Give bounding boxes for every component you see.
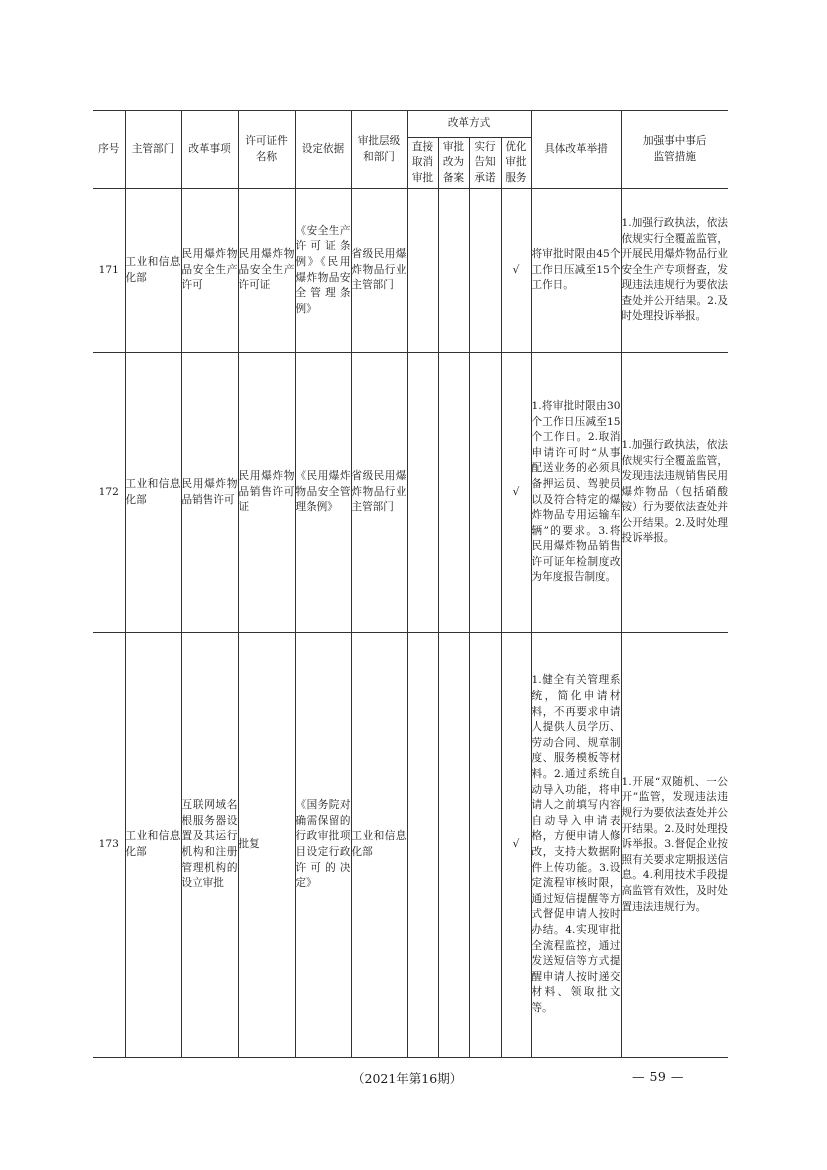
header-method-optimize: 优化 审批 服务 [501, 138, 531, 189]
header-method-cancel: 直接 取消 审批 [407, 138, 438, 189]
check-mark: √ [501, 189, 531, 353]
cell-measures: 1.健全有关管理系统，简化申请材料，不再要求申请人提供人员学历、劳动合同、规章制度、服务模板等材料。2.通过系统自动导入功能，将申请人之前填写内容自动导入申请表格，方便申请人修改，支持大数据附件上传功能。3.设定流程审核时限，通过短信提醒等方式督促申请人按时办结。4.实现审批全流程监控，通过发送短信等方式提醒申请人按时递交材料、领取批文等。 [531, 633, 621, 1058]
table-row [93, 353, 728, 633]
table-row [93, 633, 728, 1058]
cell-license: 民用爆炸物品销售许可证 [238, 353, 295, 633]
header-supervision: 加强事中事后 监管措施 [621, 111, 728, 189]
page-number: — 59 — [632, 1069, 684, 1084]
cell-method-filing [438, 633, 469, 1058]
cell-method-cancel [407, 633, 438, 1058]
header-method-commitment: 实行 告知 承诺 [469, 138, 501, 189]
cell-method-filing [438, 189, 469, 353]
cell-level: 工业和信息化部 [351, 633, 407, 1058]
header-measures: 具体改革举措 [531, 111, 621, 189]
header-basis: 设定依据 [295, 111, 351, 189]
cell-measures: 1.将审批时限由30个工作日压减至15个工作日。2.取消申请许可时“从事配送业务的必须具备押运员、驾驶员以及符合特定的爆炸物品专用运输车辆”的要求。3.将民用爆炸物品销售许可证年检制度改为年度报告制度。 [531, 353, 621, 633]
header-item: 改革事项 [181, 111, 238, 189]
header-dept: 主管部门 [125, 111, 181, 189]
header-method-group: 改革方式 [407, 111, 531, 138]
cell-seq: 173 [93, 633, 125, 1058]
cell-level: 省级民用爆炸物品行业主管部门 [351, 189, 407, 353]
cell-measures: 将审批时限由45个工作日压减至15个工作日。 [531, 189, 621, 353]
cell-item: 民用爆炸物品安全生产许可 [181, 189, 238, 353]
cell-basis: 《民用爆炸物品安全管理条例》 [295, 353, 351, 633]
cell-method-commitment [469, 189, 501, 353]
check-mark: √ [501, 633, 531, 1058]
header-method-filing: 审批 改为 备案 [438, 138, 469, 189]
cell-dept: 工业和信息化部 [125, 189, 181, 353]
cell-seq: 172 [93, 353, 125, 633]
check-mark: √ [501, 353, 531, 633]
cell-method-filing [438, 353, 469, 633]
cell-license: 民用爆炸物品安全生产许可证 [238, 189, 295, 353]
cell-seq: 171 [93, 189, 125, 353]
header-level: 审批层级 和部门 [351, 111, 407, 189]
cell-supervision: 1.加强行政执法，依法依规实行全覆盖监管，发现违法违规销售民用爆炸物品（包括硝酸铵）行为要依法查处并公开结果。2.及时处理投诉举报。 [621, 353, 728, 633]
cell-supervision: 1.开展“双随机、一公开”监管，发现违法违规行为要依法查处并公开结果。2.及时处理投诉举报。3.督促企业按照有关要求定期报送信息。4.利用技术手段提高监管有效性，及时处置违法违规行为。 [621, 633, 728, 1058]
cell-license: 批复 [238, 633, 295, 1058]
reform-table [93, 110, 728, 1058]
cell-supervision: 1.加强行政执法，依法依规实行全覆盖监管，开展民用爆炸物品行业安全生产专项督查，发现违法违规行为要依法查处并公开结果。2.及时处理投诉举报。 [621, 189, 728, 353]
issue-label: （2021年第16期） [352, 1071, 463, 1086]
cell-item: 民用爆炸物品销售许可 [181, 353, 238, 633]
cell-item: 互联网域名根服务器设置及其运行机构和注册管理机构的设立审批 [181, 633, 238, 1058]
header-license: 许可证件 名称 [238, 111, 295, 189]
header-row-1 [93, 111, 728, 138]
cell-method-commitment [469, 633, 501, 1058]
table-row [93, 189, 728, 353]
cell-basis: 《国务院对确需保留的行政审批项目设定行政许可的决定》 [295, 633, 351, 1058]
cell-method-cancel [407, 353, 438, 633]
cell-dept: 工业和信息化部 [125, 633, 181, 1058]
cell-level: 省级民用爆炸物品行业主管部门 [351, 353, 407, 633]
cell-method-commitment [469, 353, 501, 633]
cell-dept: 工业和信息化部 [125, 353, 181, 633]
cell-basis: 《安全生产许可证条例》《民用爆炸物品安全管理条例》 [295, 189, 351, 353]
cell-method-cancel [407, 189, 438, 353]
header-seq: 序号 [93, 111, 125, 189]
